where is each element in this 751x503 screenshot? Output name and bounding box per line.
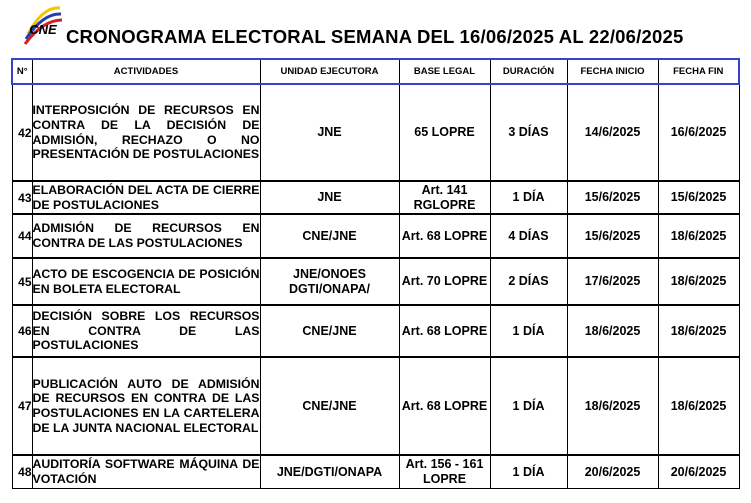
table-row: [12, 455, 739, 488]
end-date-cell: 16/6/2025: [658, 84, 739, 181]
column-header-activities: ACTIVIDADES: [32, 59, 260, 84]
table-header-row: [12, 59, 739, 84]
start-date-cell: 14/6/2025: [567, 84, 658, 181]
table-row: [12, 357, 739, 455]
legal-basis-cell: Art. 156 - 161 LOPRE: [399, 455, 490, 488]
row-number: 45: [12, 258, 32, 305]
column-header-executing-unit: UNIDAD EJECUTORA: [260, 59, 399, 84]
activity-cell: AUDITORÍA SOFTWARE MÁQUINA DE VOTACIÓN: [32, 455, 260, 488]
end-date-cell: 15/6/2025: [658, 181, 739, 214]
end-date-cell: 18/6/2025: [658, 357, 739, 455]
column-header-number: N°: [12, 59, 32, 84]
duration-cell: 2 DÍAS: [490, 258, 567, 305]
activity-cell: DECISIÓN SOBRE LOS RECURSOS EN CONTRA DE LAS POSTULACIONES: [32, 305, 260, 357]
activity-cell: ELABORACIÓN DEL ACTA DE CIERRE DE POSTULACIONES: [32, 181, 260, 214]
unit-cell: JNE: [260, 84, 399, 181]
unit-cell: JNE: [260, 181, 399, 214]
duration-cell: 4 DÍAS: [490, 214, 567, 258]
legal-basis-cell: Art. 68 LOPRE: [399, 357, 490, 455]
unit-cell: CNE/JNE: [260, 357, 399, 455]
table-row: [12, 214, 739, 258]
row-number: 44: [12, 214, 32, 258]
start-date-cell: 18/6/2025: [567, 305, 658, 357]
row-number: 48: [12, 455, 32, 488]
end-date-cell: 18/6/2025: [658, 258, 739, 305]
legal-basis-cell: Art. 68 LOPRE: [399, 305, 490, 357]
start-date-cell: 15/6/2025: [567, 181, 658, 214]
start-date-cell: 18/6/2025: [567, 357, 658, 455]
page-title: CRONOGRAMA ELECTORAL SEMANA DEL 16/06/2025 AL 22/06/2025: [66, 26, 684, 47]
table-row: [12, 181, 739, 214]
schedule-table: [11, 58, 740, 489]
row-number: 46: [12, 305, 32, 357]
duration-cell: 1 DÍA: [490, 181, 567, 214]
end-date-cell: 18/6/2025: [658, 305, 739, 357]
duration-cell: 3 DÍAS: [490, 84, 567, 181]
activity-cell: PUBLICACIÓN AUTO DE ADMISIÓN DE RECURSOS EN CONTRA DE LAS POSTULACIONES EN LA CARTELERA DE LA JUNTA NACIONAL ELECTORAL: [32, 357, 260, 455]
document-header: [14, 2, 738, 56]
table-row: [12, 84, 739, 181]
unit-cell: CNE/JNE: [260, 305, 399, 357]
unit-cell: CNE/JNE: [260, 214, 399, 258]
column-header-end-date: FECHA FIN: [658, 59, 739, 84]
row-number: 47: [12, 357, 32, 455]
column-header-start-date: FECHA INICIO: [567, 59, 658, 84]
table-row: [12, 258, 739, 305]
legal-basis-cell: Art. 70 LOPRE: [399, 258, 490, 305]
end-date-cell: 18/6/2025: [658, 214, 739, 258]
column-header-legal-basis: BASE LEGAL: [399, 59, 490, 84]
column-header-duration: DURACIÓN: [490, 59, 567, 84]
duration-cell: 1 DÍA: [490, 305, 567, 357]
activity-cell: ADMISIÓN DE RECURSOS EN CONTRA DE LAS POSTULACIONES: [32, 214, 260, 258]
activity-cell: INTERPOSICIÓN DE RECURSOS EN CONTRA DE LA DECISIÓN DE ADMISIÓN, RECHAZO O NO PRESENTACIÓN DE POSTULACIONES: [32, 84, 260, 181]
svg-text:CNE: CNE: [29, 22, 57, 37]
end-date-cell: 20/6/2025: [658, 455, 739, 488]
unit-cell: JNE/DGTI/ONAPA: [260, 455, 399, 488]
row-number: 43: [12, 181, 32, 214]
start-date-cell: 20/6/2025: [567, 455, 658, 488]
table-row: [12, 305, 739, 357]
duration-cell: 1 DÍA: [490, 455, 567, 488]
start-date-cell: 17/6/2025: [567, 258, 658, 305]
legal-basis-cell: Art. 141 RGLOPRE: [399, 181, 490, 214]
legal-basis-cell: 65 LOPRE: [399, 84, 490, 181]
row-number: 42: [12, 84, 32, 181]
start-date-cell: 15/6/2025: [567, 214, 658, 258]
duration-cell: 1 DÍA: [490, 357, 567, 455]
legal-basis-cell: Art. 68 LOPRE: [399, 214, 490, 258]
cne-logo: [22, 4, 64, 48]
activity-cell: ACTO DE ESCOGENCIA DE POSICIÓN EN BOLETA ELECTORAL: [32, 258, 260, 305]
unit-cell: JNE/ONOES DGTI/ONAPA/: [260, 258, 399, 305]
